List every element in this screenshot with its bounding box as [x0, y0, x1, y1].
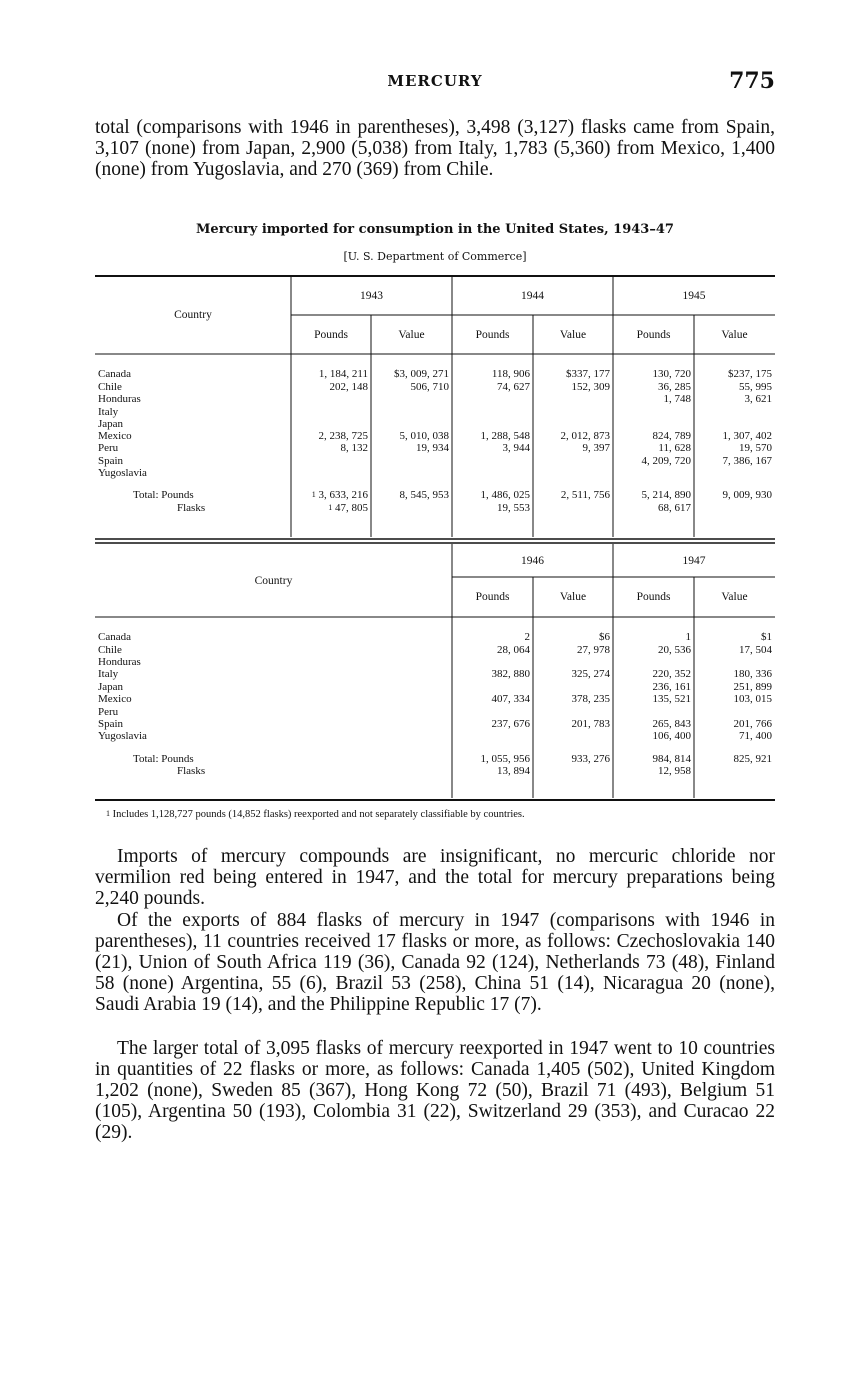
table-cell [533, 406, 613, 418]
table-cell: 220, 352 [652, 668, 691, 680]
table-cell [291, 467, 371, 479]
table-cell: 130, 720 [652, 368, 691, 380]
footnote-text: Includes 1,128,727 pounds (14,852 flasks) reexported and not separately classifiable by countries. [112, 809, 525, 820]
intro-paragraph: total (comparisons with 1946 in parentheses), 3,498 (3,127) flasks came from Spain, 3,107 (none) from Japan, 2,900 (5,038) from Italy, 1,783 (5,360) from Mexico, 1,400 (none) from Yugoslavia, and 270 (369) from Chile. [95, 117, 775, 180]
country-label: Yugoslavia [98, 730, 147, 743]
table-cell: 378, 235 [571, 693, 610, 705]
total-pounds-label: Total: Pounds [133, 752, 194, 765]
table-cell [533, 730, 613, 743]
year-header: 1945 [682, 289, 706, 302]
table-cell [452, 730, 533, 743]
table-cell [533, 393, 613, 406]
table-cell: $337, 177 [566, 368, 610, 380]
table-cell: 106, 400 [652, 730, 691, 742]
table-cell [613, 656, 694, 668]
value-header: Value [398, 328, 425, 341]
country-label: Japan [98, 417, 124, 430]
table-cell [452, 681, 533, 694]
total-flasks-label: Flasks [177, 765, 206, 778]
table-cell: 36, 285 [658, 380, 691, 393]
table-cell: 27, 978 [577, 643, 610, 656]
page-header [95, 68, 775, 94]
value-header: Value [559, 328, 587, 341]
table-cell [371, 502, 452, 515]
table-cell [371, 467, 452, 479]
table-cell [533, 467, 613, 479]
country-label: Italy [98, 668, 119, 681]
table-footnote [106, 809, 525, 820]
table-cell [613, 467, 694, 479]
pounds-header: Pounds [636, 591, 671, 603]
table-cell [371, 393, 452, 406]
year-header: 1946 [521, 554, 544, 567]
table-cell [452, 467, 533, 479]
country-label: Canada [98, 368, 131, 381]
table-cell [291, 489, 371, 502]
footnote-ref: 1 [328, 502, 333, 512]
total-flasks-label: Flasks [177, 501, 206, 514]
table-cell: 825, 921 [733, 752, 772, 765]
year-header: 1943 [360, 289, 383, 302]
table-cell: 2 [524, 631, 530, 643]
table-cell [694, 418, 775, 430]
table-cell: 8, 132 [340, 442, 368, 454]
country-header: Country [174, 309, 212, 321]
country-label: Canada [98, 631, 131, 644]
table-cell: 1 [685, 631, 691, 643]
table-cell: 1, 307, 402 [722, 429, 772, 442]
table-cell: $6 [599, 631, 610, 643]
table-cell: 201, 766 [733, 717, 772, 730]
table-cell: 17, 504 [739, 643, 772, 656]
table-cell: 3, 621 [744, 393, 772, 405]
table-cell [694, 706, 775, 718]
table-cell [533, 681, 613, 694]
table-cell: 118, 906 [491, 368, 530, 380]
table-cell: 2, 012, 873 [560, 429, 610, 442]
total-value: 47, 805 [335, 501, 368, 514]
table-cell: 202, 148 [329, 380, 368, 393]
table-cell: 7, 386, 167 [722, 454, 772, 467]
table-cell: 11, 628 [658, 442, 691, 454]
table-cell [452, 406, 533, 418]
table-cell: 103, 015 [733, 693, 772, 705]
country-label: Mexico [98, 693, 132, 706]
country-label: Italy [98, 405, 119, 418]
year-header: 1944 [521, 289, 544, 302]
table-cell: 407, 334 [491, 693, 530, 705]
country-label: Spain [98, 717, 124, 730]
country-label: Chile [98, 380, 122, 393]
table-cell: 2, 511, 756 [560, 489, 610, 501]
country-label: Mexico [98, 429, 132, 442]
table-cell: 201, 783 [571, 717, 610, 730]
table-cell: 5, 214, 890 [641, 489, 691, 501]
value-header: Value [721, 328, 748, 341]
value-header: Value [721, 591, 748, 603]
country-header: Country [254, 574, 293, 587]
country-label: Chile [98, 643, 122, 656]
body-paragraph: Imports of mercury compounds are insignificant, no mercuric chloride nor vermilion red being entered in 1947, and the total for mercury preparations being 2,240 pounds. [95, 846, 775, 909]
running-title: MERCURY [387, 72, 483, 90]
country-label: Honduras [98, 393, 141, 406]
table-cell: 325, 274 [571, 668, 610, 680]
table-cell [452, 418, 533, 430]
table-cell: 933, 276 [571, 752, 610, 765]
table-cell: 5, 010, 038 [399, 429, 449, 442]
table-cell [533, 455, 613, 468]
table-cell [371, 406, 452, 418]
table-cell [452, 393, 533, 406]
table-cell [694, 765, 775, 778]
table-cell: 4, 209, 720 [641, 454, 691, 467]
table-cell: $3, 009, 271 [394, 368, 449, 380]
table-cell: 506, 710 [410, 380, 449, 393]
table-cell [694, 467, 775, 479]
table-cell [291, 393, 371, 406]
body-paragraph: Of the exports of 884 flasks of mercury in 1947 (comparisons with 1946 in parentheses), 11 countries received 17 flasks or more, as follows: Czechoslovakia 140 (21), Union of South Africa 119 (36), Canada 92 (124), Netherlands 73 (48), Finland 58 (none) Argentina, 55 (6), Brazil 53 (258), China 51 (14), Nicaragua 20 (none), Saudi Arabia 19 (14), and the Philippine Republic 17 (7). [95, 910, 775, 1015]
table-cell: 71, 400 [739, 730, 772, 742]
table-cell [452, 455, 533, 468]
table-cell: 382, 880 [491, 668, 530, 680]
table-cell: 13, 894 [497, 765, 530, 777]
table-title: Mercury imported for consumption in the United States, 1943–47 [196, 222, 674, 237]
table-cell: 1, 486, 025 [480, 489, 530, 501]
total-value: 3, 633, 216 [318, 489, 368, 501]
table-cell: 9, 397 [582, 442, 610, 454]
table-cell [291, 502, 371, 515]
table-cell: 236, 161 [652, 680, 691, 693]
table-cell [291, 406, 371, 418]
table-cell: 74, 627 [497, 380, 530, 393]
table-source: [U. S. Department of Commerce] [343, 250, 527, 263]
table-part2 [95, 544, 775, 778]
table-cell [694, 502, 775, 515]
table-cell: 8, 545, 953 [399, 489, 449, 501]
table-cell [371, 418, 452, 430]
table-cell: 251, 899 [733, 680, 772, 693]
table-cell: 152, 309 [571, 380, 610, 393]
table-cell: 984, 814 [652, 752, 691, 765]
page-number: 775 [729, 68, 775, 94]
table-cell [613, 406, 694, 418]
table-cell: 20, 536 [658, 643, 691, 656]
table-cell: 19, 934 [416, 442, 449, 454]
table-cell [613, 706, 694, 718]
table-cell [613, 418, 694, 430]
footnote-marker: 1 [106, 809, 110, 818]
table-cell [291, 455, 371, 468]
table-cell [371, 455, 452, 468]
table-cell [533, 656, 613, 668]
table-cell [694, 406, 775, 418]
country-label: Spain [98, 454, 124, 467]
table-cell: 180, 336 [733, 668, 772, 680]
table-cell: 19, 570 [739, 442, 772, 454]
table-cell: 1, 055, 956 [480, 752, 530, 765]
table-cell: 9, 009, 930 [722, 489, 772, 501]
country-label: Japan [98, 680, 124, 693]
table-cell [533, 418, 613, 430]
table-cell: 1, 748 [663, 393, 691, 405]
table-cell: 68, 617 [658, 501, 691, 514]
table-cell: 1, 288, 548 [480, 429, 530, 442]
pounds-header: Pounds [475, 591, 510, 603]
table-cell: 237, 676 [491, 717, 530, 730]
table-cell: 135, 521 [652, 693, 691, 705]
table-cell [452, 706, 533, 718]
table-cell: 1, 184, 211 [318, 368, 368, 380]
pounds-header: Pounds [475, 328, 510, 341]
footnote-ref: 1 [311, 490, 316, 499]
table-cell [452, 656, 533, 668]
table-cell [533, 765, 613, 778]
table-cell [694, 656, 775, 668]
value-header: Value [559, 591, 587, 603]
table-cell: 12, 958 [658, 765, 691, 777]
table-cell: 824, 789 [652, 429, 691, 442]
table-cell: 2, 238, 725 [318, 429, 368, 442]
table-cell: 265, 843 [652, 717, 691, 730]
country-label: Honduras [98, 656, 141, 668]
country-label: Peru [98, 442, 119, 455]
total-pounds-label: Total: Pounds [133, 489, 194, 502]
table-cell [533, 502, 613, 515]
year-header: 1947 [682, 554, 706, 567]
table-cell: 55, 995 [739, 380, 772, 393]
country-label: Yugoslavia [98, 467, 147, 479]
table-cell: 19, 553 [497, 501, 530, 514]
table-part1 [95, 276, 775, 514]
body-paragraph: The larger total of 3,095 flasks of mercury reexported in 1947 went to 10 countries in quantities of 22 flasks or more, as follows: Canada 1,405 (502), United Kingdom 1,202 (none), Sweden 85 (367), Hong Kong 72 (50), Brazil 71 (493), Belgium 51 (105), Argentina 50 (193), Colombia 31 (22), Switzerland 29 (353), and Curacao 22 (29). [95, 1038, 775, 1143]
table-cell: 28, 064 [497, 643, 530, 656]
table-cell: $1 [761, 631, 772, 643]
pounds-header: Pounds [636, 328, 671, 341]
table-cell [533, 706, 613, 718]
pounds-header: Pounds [314, 328, 348, 341]
table-cell: 3, 944 [502, 442, 530, 454]
table-cell: $237, 175 [728, 368, 772, 380]
table-cell [291, 418, 371, 430]
country-label: Peru [98, 705, 119, 718]
